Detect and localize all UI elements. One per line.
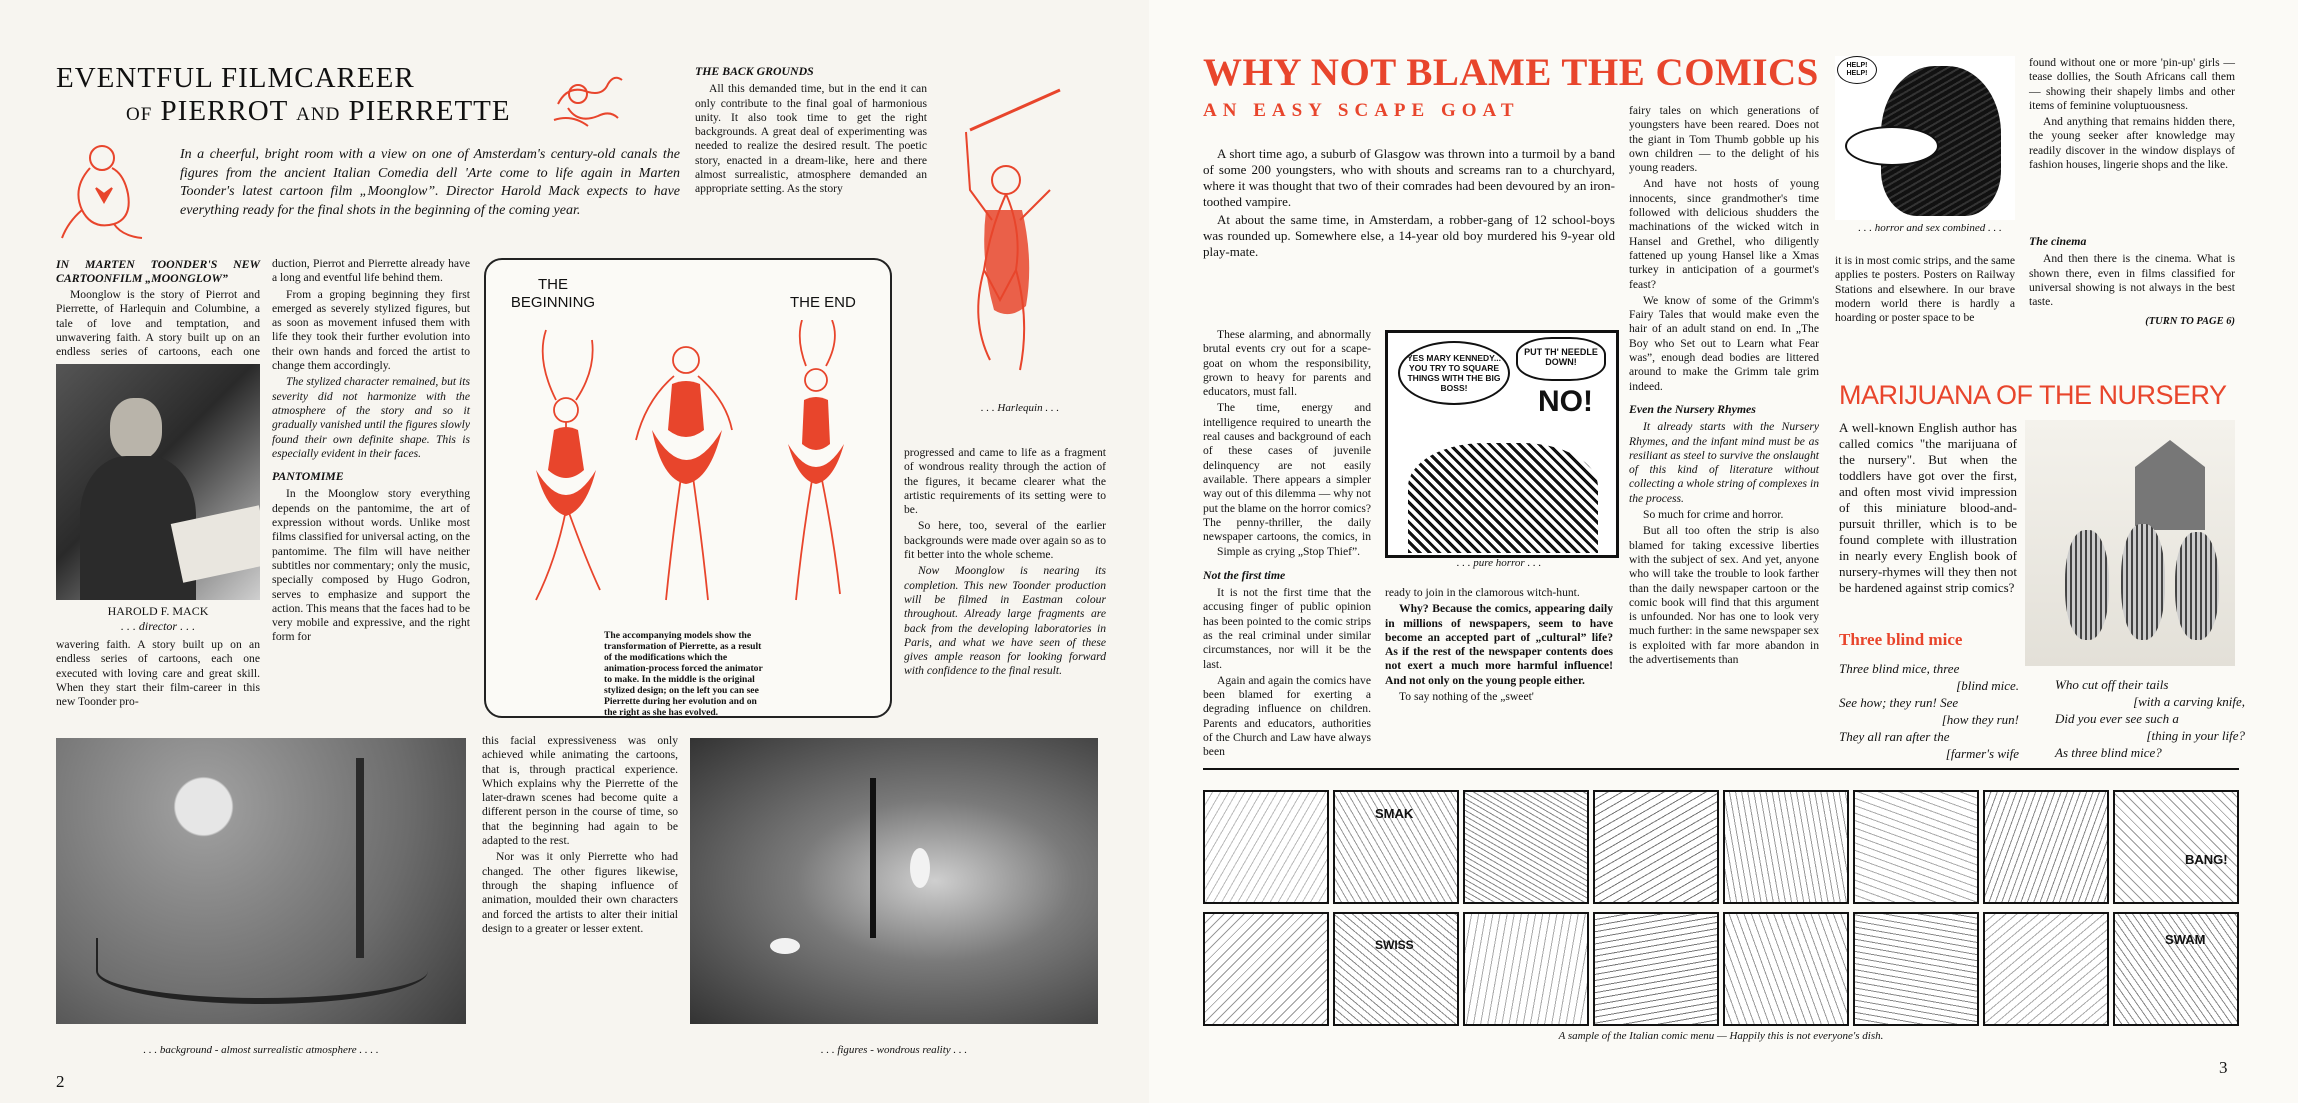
col-2: duction, Pierrot and Pierrette already have a long and eventful life behind them. From a groping beginning they first emerged as severely stylized figures, but as soon as movement infused them with life they took their further evolution into their own hands and forced the artist to change them accordingly. The stylized character remained, but its severity did not harmonize with the atmosphere of the story and so it gradually vanished until the figures slowly found their own definite shape. This is especially evident in their faces. PANTOMIME In the Moonglow story everything depends on the pantomime, the art of expression without words. Unlike most films classified for universal acting, on the pantomime. The film will have neither subtitles nor commentary; only the music, specially composed by Hugo Godron, serves to emphasize and support the action. This means that the faces had to be very mobile and expressive, and the right form for bbox=[272, 257, 470, 644]
bg-caption-left: . . . background - almost surrealistic atmosphere . . . . bbox=[143, 1044, 379, 1056]
mice-illustration bbox=[2025, 420, 2235, 666]
strip-panel bbox=[1723, 790, 1849, 904]
col-b: ready to join in the clamorous witch-hunt. Why? Because the comics, appearing daily in millions of newspapers, seem to have become an accepted part of „cultural” life? As if the rest of the newspaper contents does not exert a much more harmful influence! And not only on the young people either. To say nothing of the „sweet' bbox=[1385, 586, 1613, 704]
harlequin-drawing bbox=[930, 70, 1100, 400]
col-a: These alarming, and abnormally brutal events cry out for a scape-goat on whom the responsibility, grown to heavy for parents and educators, must fall. The time, energy and intelligence required to unearth the real causes and background of each of these cases of juvenile delinquency are not easily available. There appears a simpler way out of this dilemma — why not put the blame on the horror comics? The penny-thriller, the daily newspaper cartoons, the comics, in Simple as crying „Stop Thief”. Not the first time It is not the first time that the accusing finger of public opinion has been pointed to the comic strips as the real criminal under similar circumstances, nor will it be the last. Again and again the comics have been blamed for exerting a degrading influence on children. Parents and educators, authorities of the Church and Law have always been bbox=[1203, 328, 1371, 759]
strip-panel bbox=[1333, 790, 1459, 904]
comic-figure bbox=[1408, 443, 1598, 553]
rhyme-right: Who cut off their tails [with a carving knife, Did you ever see such a [thing in your life? As three blind mice? bbox=[2055, 677, 2245, 760]
nursery-rhymes-heading: Even the Nursery Rhymes bbox=[1629, 401, 1756, 416]
col-4: progressed and came to life as a fragment of wondrous reality through the action of the figures, it became clearer what the artistic requirements of its setting were to be. So here, too, several of the earlier backgrounds were made over again so as to fit better into the whole scheme. Now Moonglow is nearing its completion. This new Toonder production will be filmed in Eastman colour throughout. Already large fragments are back from the developing laboratories in Paris, and what we have seen of these gives ample reason for looking forward with confidence to the final result. bbox=[904, 446, 1106, 678]
bg-caption-right: . . . figures - wondrous reality . . . bbox=[820, 1044, 968, 1056]
right-page bbox=[1149, 0, 2298, 1103]
strip-panel bbox=[1463, 790, 1589, 904]
cherub-drawing bbox=[548, 64, 630, 134]
col-c: fairy tales on which generations of youngsters have been reared. Does not the giant in Tom Thumb gobble up his own children — to the delight of his young readers. And have not hosts of young innocents, since grandmother's time followed with delicious shudders the machinations of the wicked witch in Hansel and Grethel, who diligently fattened up young Hansel like a Xmas turkey in anticipation of a gourmet's feast? We know of some of the Grimm's Fairy Tales that would make even the hair of an adult stand on end. In „The Boy who Set out to Learn what Fear was”, enough dead bodies are littered around to make the Grimm tale grim indeed. Even the Nursery Rhymes It already starts with the Nursery Rhymes, and the infant mind must be as resiliant as steel to survive the onslaught of this kind of literature without collecting a whole string of complexes in the process. So much for crime and horror. But all too often the strip is also blamed for taking excessive liberties with the subject of sex. And yet, anyone who will take the trouble to look farther than the daily newspaper cartoon or the comic book will find that this argument is unfounded. Nor has one to look very much further: in the same newspaper sex is exploited with far more abandon in the advertisements than bbox=[1629, 104, 1819, 666]
dancer-shape bbox=[910, 848, 930, 888]
comic-bubble-1: YES MARY KENNEDY... YOU TRY TO SQUARE THINGS WITH THE BIG BOSS! bbox=[1398, 341, 1510, 405]
swimmer-shape bbox=[770, 938, 800, 954]
intro-paragraph: In a cheerful, bright room with a view on one of Amsterdam's century-old canals the figures from the ancient Italian Comedia dell 'Arte come to life again in Marten Toonder's latest cartoon film „Moonglow”. Director Harold Mack expects to have everything ready for the final shots in the beginning of the coming year. bbox=[180, 147, 680, 218]
section-rule bbox=[1203, 768, 2239, 770]
strip-panel bbox=[1203, 912, 1329, 1026]
harlequin-caption: . . . Harlequin . . . bbox=[980, 402, 1060, 414]
strip-row-1 bbox=[1203, 790, 2239, 904]
mice-heading: Three blind mice bbox=[1839, 630, 1963, 649]
strip-panel bbox=[1593, 790, 1719, 904]
col-f: The cinema And then there is the cinema. What is shown there, even in films classified for universal showing is not always in the best taste. (TURN TO PAGE 6) bbox=[2029, 234, 2235, 330]
comics-subtitle: AN EASY SCAPE GOAT bbox=[1203, 100, 1520, 121]
not-first-time-heading: Not the first time bbox=[1203, 567, 1286, 582]
label-end: THE END bbox=[790, 294, 856, 311]
pierrette-figures bbox=[496, 320, 880, 620]
horror-comic-panel bbox=[1385, 330, 1619, 558]
director-caption: HAROLD F. MACK . . . director . . . bbox=[107, 604, 209, 633]
page-number-left: 2 bbox=[56, 1072, 65, 1091]
col-5: this facial expressiveness was only achieved while animating the cartoons, that is, through practical experience. Which explains why the Pierrette of the later-drawn scenes had become quite a different person in the course of time, so that the beginning had again to be adapted to the rest. Nor was it only Pierrette who had changed. The other figures likewise, through the shaping influence of animation, moulded their own characters and forced the artists to alter their initial design to a greater or lesser extent. bbox=[482, 734, 678, 935]
ape-illustration bbox=[1835, 56, 2015, 220]
mouse-2 bbox=[2121, 524, 2165, 640]
ape-bubble: HELP! HELP! bbox=[1837, 56, 1877, 84]
strip-panel bbox=[1463, 912, 1589, 1026]
strip-panel bbox=[1983, 912, 2109, 1026]
strip-caption: A sample of the Italian comic menu — Happily this is not everyone's dish. bbox=[1558, 1030, 1884, 1042]
strip-sfx-bang: BANG! bbox=[2185, 852, 2228, 867]
label-beginning: THE BEGINNING bbox=[510, 276, 596, 311]
mouse-1 bbox=[2065, 530, 2109, 640]
title-line-1: EVENTFUL FILMCAREER bbox=[56, 62, 415, 94]
col-backgrounds: THE BACK GROUNDS All this demanded time, but in the end it can only contribute to the final goal of harmonious unity. It also took time to get the right backgrounds. A great deal of experimenting was needed to realize the desired result. The poetic story, enacted in a dream-like, here and there almost surrealistic, atmosphere demanded an appropriate setting. As the story bbox=[695, 64, 927, 196]
cinema-heading: The cinema bbox=[2029, 234, 2087, 248]
background-artwork-left bbox=[56, 738, 466, 1024]
strip-sfx-swiss: SWISS bbox=[1375, 938, 1414, 952]
strip-panel bbox=[2113, 790, 2239, 904]
moonglow-heading: IN MARTEN TOONDER'S NEW CARTOONFILM „MOONGLOW” bbox=[56, 257, 260, 286]
woman-figure bbox=[1845, 126, 1939, 166]
marijuana-title: MARIJUANA OF THE NURSERY bbox=[1839, 380, 2227, 410]
background-artwork-right bbox=[690, 738, 1098, 1024]
col-e: it is in most comic strips, and the same applies te posters. Posters on Railway Stations and elsewhere. In our brave modern world there is hardly a hoarding or poster space to be bbox=[1835, 254, 2016, 325]
strip-panel bbox=[1593, 912, 1719, 1026]
comic-no: NO! bbox=[1538, 385, 1593, 418]
strip-panel bbox=[1723, 912, 1849, 1026]
turn-to-page[interactable]: (TURN TO PAGE 6) bbox=[2145, 316, 2235, 328]
col-1-text-b: wavering faith. A story built up on an endless series of cartoons, each one executed with loving care and great skill. When they start their film-career in this new Toonder pro- bbox=[56, 638, 260, 709]
strip-panel bbox=[2113, 912, 2239, 1026]
house-shape bbox=[2135, 440, 2205, 530]
strip-panel bbox=[1853, 790, 1979, 904]
tree-shape bbox=[356, 758, 364, 958]
left-title bbox=[56, 62, 576, 131]
strip-panel bbox=[1983, 790, 2109, 904]
comic-caption: . . . pure horror . . . bbox=[1456, 557, 1542, 569]
strip-row-2 bbox=[1203, 912, 2239, 1026]
backgrounds-heading: THE BACK GROUNDS bbox=[695, 64, 814, 78]
strip-sfx-smak: SMAK bbox=[1375, 806, 1414, 821]
evolution-box bbox=[484, 258, 892, 718]
col-d: found without one or more 'pin-up' girls — tease dollies, the South Africans call them — showing their shapely limbs and other items of feminine voluptuousness. And anything that remains hidden there, the young seeker after knowledge may readily discover in the window displays of fashion houses, lingerie shops and the like. bbox=[2029, 56, 2235, 172]
rhyme-left: Three blind mice, three [blind mice. See how; they run! See [how they run! They all ran after the [farmer's wife bbox=[1839, 661, 2019, 761]
col-1-text-a: Moonglow is the story of Pierrot and Pierrette, of Harlequin and Columbine, a tale of love and temptation, and unwavering faith. A story built up on an endless series of cartoons, each one bbox=[56, 288, 260, 359]
strip-panel bbox=[1333, 912, 1459, 1026]
evolution-caption: The accompanying models show the transformation of Pierrette, as a result of the modifications which the animation-process forced the animator to make. In the middle is the original stylized design; on the left you can see Pierrette during her evolution and on the right as she has evolved. bbox=[604, 630, 763, 718]
strip-panel bbox=[1203, 790, 1329, 904]
mast-shape bbox=[870, 778, 876, 938]
ape-caption: . . . horror and sex combined . . . bbox=[1858, 222, 2002, 234]
italian-comic-strip bbox=[1203, 790, 2239, 1026]
strip-panel bbox=[1853, 912, 1979, 1026]
comics-title: WHY NOT BLAME THE COMICS bbox=[1203, 51, 1819, 94]
director-head bbox=[110, 398, 162, 460]
pantomime-heading: PANTOMIME bbox=[272, 469, 344, 484]
col-1 bbox=[56, 257, 260, 290]
marijuana-body: A well-known English author has called comics "the marijuana of the nursery". But when the toddlers have got over the first, and often most vivid impression of this miniature blood-and-pursuit thriller, which is to be found complete with illustration in nearly every English book of nursery-rhymes will they then not be hardened against strip comics? bbox=[1839, 420, 2017, 595]
strip-sfx-swam: SWAM bbox=[2165, 932, 2206, 947]
pierrot-sketch bbox=[52, 138, 162, 246]
mouse-3 bbox=[2175, 532, 2219, 640]
title-line-2: OF PIERROT AND PIERRETTE bbox=[126, 95, 511, 127]
lead-text: A short time ago, a suburb of Glasgow was thrown into a turmoil by a band of some 200 youngsters, who with shouts and screams ran to a churchyard, where it was thought that two of their comrades had been devoured by an iron-toothed vampire. At about the same time, in Amsterdam, a robber-gang of 12 school-boys was rounded up. Somewhere else, a 14-year old boy murdered his 9-year old play-mate. bbox=[1203, 146, 1615, 259]
page-number-right: 3 bbox=[2219, 1058, 2228, 1077]
director-photo bbox=[56, 364, 260, 600]
comic-bubble-2: PUT TH' NEEDLE DOWN! bbox=[1516, 337, 1606, 381]
gondola-shape bbox=[96, 938, 428, 1004]
